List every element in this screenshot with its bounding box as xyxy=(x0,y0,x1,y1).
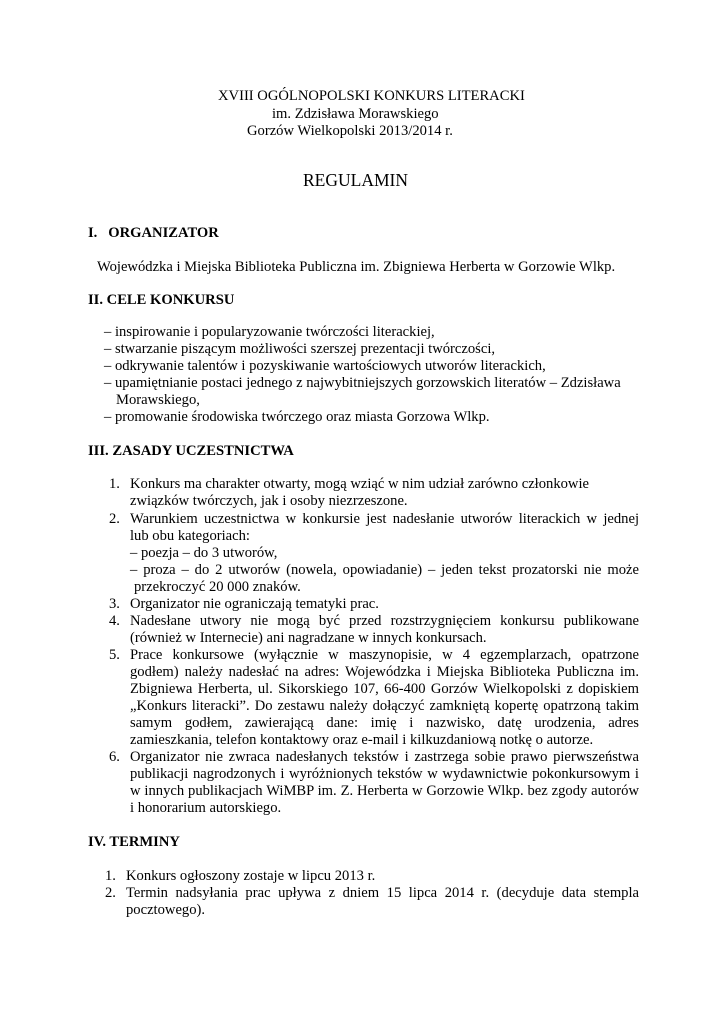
rule-text-line: przekroczyć 20 000 znaków. xyxy=(134,579,301,595)
goal-item: – promowanie środowiska twórczego oraz miasta Gorzowa Wlkp. xyxy=(104,409,490,425)
rule-text-line: godłem) należy nadesłać na adres: Wojewódzka i Miejska Biblioteka Publiczna im. xyxy=(130,664,639,680)
rule-text-line: „Konkurs literacki”. Do zestawu należy dołączyć zamkniętą kopertę opatrzoną takim xyxy=(130,698,639,714)
rule-text-line: samym godłem, zawierającą dane: imię i nazwisko, datę urodzenia, adres xyxy=(130,715,639,731)
section-heading-goals: II. CELE KONKURSU xyxy=(88,292,235,308)
section-heading-deadlines: IV. TERMINY xyxy=(88,834,180,850)
deadline-number: 1. xyxy=(105,868,116,884)
rule-number: 6. xyxy=(109,749,120,765)
rule-text-line: – proza – do 2 utworów (nowela, opowiadanie) – jeden tekst prozatorski nie może xyxy=(130,562,639,578)
rule-text-line: Warunkiem uczestnictwa w konkursie jest nadesłanie utworów literackich w jednej xyxy=(130,511,639,527)
rule-text-line: Zbigniewa Herberta, ul. Sikorskiego 107, 66-400 Gorzów Wielkopolski z dopiskiem xyxy=(130,681,639,697)
organizer-text: Wojewódzka i Miejska Biblioteka Publiczna im. Zbigniewa Herberta w Gorzowie Wlkp. xyxy=(97,259,616,275)
rule-text-line: związków twórczych, jak i osoby niezrzeszone. xyxy=(130,493,408,509)
rule-text-line: – poezja – do 3 utworów, xyxy=(130,545,278,561)
rule-text-line: zamieszkania, telefon kontaktowy oraz e-mail i kilkuzdaniową notkę o autorze. xyxy=(130,732,594,748)
goal-item: – odkrywanie talentów i pozyskiwanie wartościowych utworów literackich, xyxy=(104,358,546,374)
rule-number: 5. xyxy=(109,647,120,663)
rule-number: 1. xyxy=(109,476,120,492)
section-heading-organizer: I. ORGANIZATOR xyxy=(88,225,219,241)
rule-number: 2. xyxy=(109,511,120,527)
deadline-text-line: Termin nadsyłania prac upływa z dniem 15 lipca 2014 r. (decyduje data stempla xyxy=(126,885,639,901)
document-title: REGULAMIN xyxy=(303,170,408,190)
deadline-text-line: pocztowego). xyxy=(126,902,206,918)
rule-number: 3. xyxy=(109,596,120,612)
contest-name-line: XVIII OGÓLNOPOLSKI KONKURS LITERACKI xyxy=(218,88,525,104)
rule-text-line: Prace konkursowe (wyłącznie w maszynopisie, w 4 egzemplarzach, opatrzone xyxy=(130,647,639,663)
rule-text-line: publikacji nagrodzonych i wyróżnionych tekstów w wydawnictwie pokonkursowym i xyxy=(130,766,639,782)
goal-item: – stwarzanie piszącym możliwości szerszej prezentacji twórczości, xyxy=(104,341,496,357)
rule-text-line: i honorarium autorskiego. xyxy=(130,800,282,816)
rule-text-line: w innych publikacjach WiMBP im. Z. Herberta w Gorzowie Wlkp. bez zgody autorów xyxy=(130,783,639,799)
rule-text-line: Organizator nie ograniczają tematyki prac. xyxy=(130,596,379,612)
deadline-number: 2. xyxy=(105,885,116,901)
rule-text-line: Konkurs ma charakter otwarty, mogą wziąć w nim udział zarówno członkowie xyxy=(130,476,589,492)
rule-number: 4. xyxy=(109,613,120,629)
goal-item: – upamiętnianie postaci jednego z najwybitniejszych gorzowskich literatów – Zdzisława xyxy=(104,375,621,391)
section-heading-rules: III. ZASADY UCZESTNICTWA xyxy=(88,443,294,459)
rule-text-line: (również w Internecie) ani nagradzane w innych konkursach. xyxy=(130,630,487,646)
goal-item-continuation: Morawskiego, xyxy=(116,392,200,408)
patron-line: im. Zdzisława Morawskiego xyxy=(272,106,439,122)
goal-item: – inspirowanie i popularyzowanie twórczości literackiej, xyxy=(104,324,435,340)
deadline-text-line: Konkurs ogłoszony zostaje w lipcu 2013 r. xyxy=(126,868,376,884)
rule-text-line: Nadesłane utwory nie mogą być przed rozstrzygnięciem konkursu publikowane xyxy=(130,613,639,629)
rule-text-line: Organizator nie zwraca nadesłanych tekstów i zastrzega sobie prawo pierwszeństwa xyxy=(130,749,639,765)
rule-text-line: lub obu kategoriach: xyxy=(130,528,250,544)
location-year-line: Gorzów Wielkopolski 2013/2014 r. xyxy=(247,123,453,139)
